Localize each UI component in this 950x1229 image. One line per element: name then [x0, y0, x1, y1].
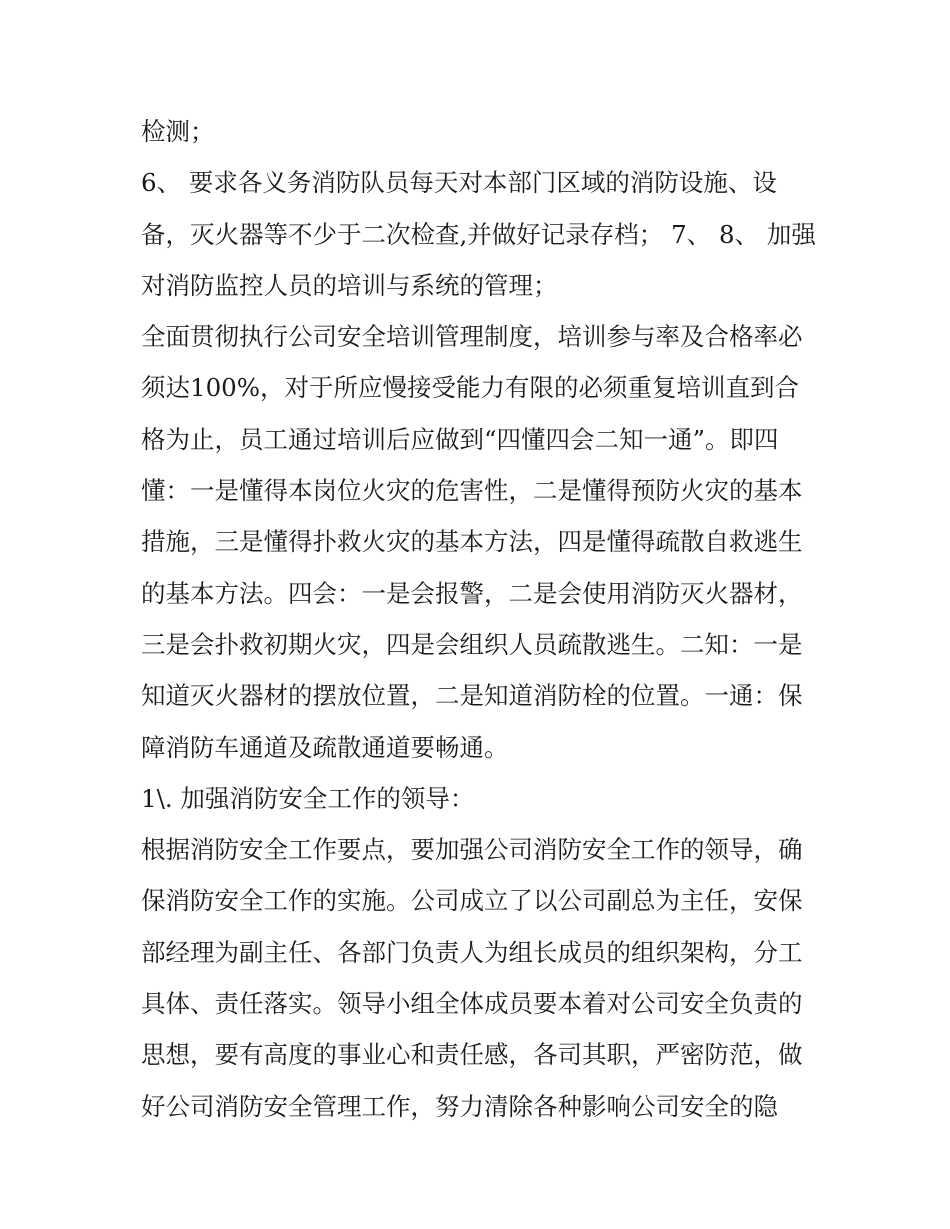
- text-line: 好公司消防安全管理工作，努力清除各种影响公司安全的隐: [141, 1091, 778, 1121]
- text-line: 对消防监控人员的培训与系统的管理；: [141, 270, 558, 300]
- text-line: 部经理为副主任、各部门负责人为组长成员的组织架构，分工: [141, 937, 803, 967]
- text-line: 格为止，员工通过培训后应做到“四懂四会二知一通”。即四: [141, 424, 779, 454]
- text-line: 保消防安全工作的实施。公司成立了以公司副总为主任，安保: [141, 886, 803, 916]
- text-line: 障消防车通道及疏散通道要畅通。: [141, 732, 509, 762]
- text-line: 具体、责任落实。领导小组全体成员要本着对公司安全负责的: [141, 989, 803, 1019]
- text-line: 思想，要有高度的事业心和责任感，各司其职，严密防范，做: [141, 1040, 803, 1070]
- text-line: 6、 要求各义务消防队员每天对本部门区域的消防设施、设: [141, 168, 777, 198]
- text-line: 懂：一是懂得本岗位火灾的危害性，二是懂得预防火灾的基本: [141, 476, 803, 506]
- text-line: 措施，三是懂得扑救火灾的基本方法，四是懂得疏散自救逃生: [141, 527, 803, 557]
- text-line: 全面贯彻执行公司安全培训管理制度，培训参与率及合格率必: [141, 322, 803, 352]
- section-heading: 1\. 加强消防安全工作的领导：: [141, 783, 475, 813]
- text-line: 检测；: [141, 117, 215, 146]
- text-line: 须达100%，对于所应慢接受能力有限的必须重复培训直到合: [141, 373, 800, 403]
- text-line: 三是会扑救初期火灾，四是会组织人员疏散逃生。二知：一是: [141, 629, 803, 659]
- text-line: 根据消防安全工作要点，要加强公司消防安全工作的领导，确: [141, 835, 803, 865]
- text-line: 备，灭火器等不少于二次检查,并做好记录存档； 7、 8、 加强: [141, 219, 816, 249]
- text-line: 知道灭火器材的摆放位置，二是知道消防栓的位置。一通：保: [141, 681, 803, 711]
- body-text: [141, 106, 821, 1132]
- text-line: 的基本方法。四会：一是会报警，二是会使用消防灭火器材，: [141, 578, 803, 608]
